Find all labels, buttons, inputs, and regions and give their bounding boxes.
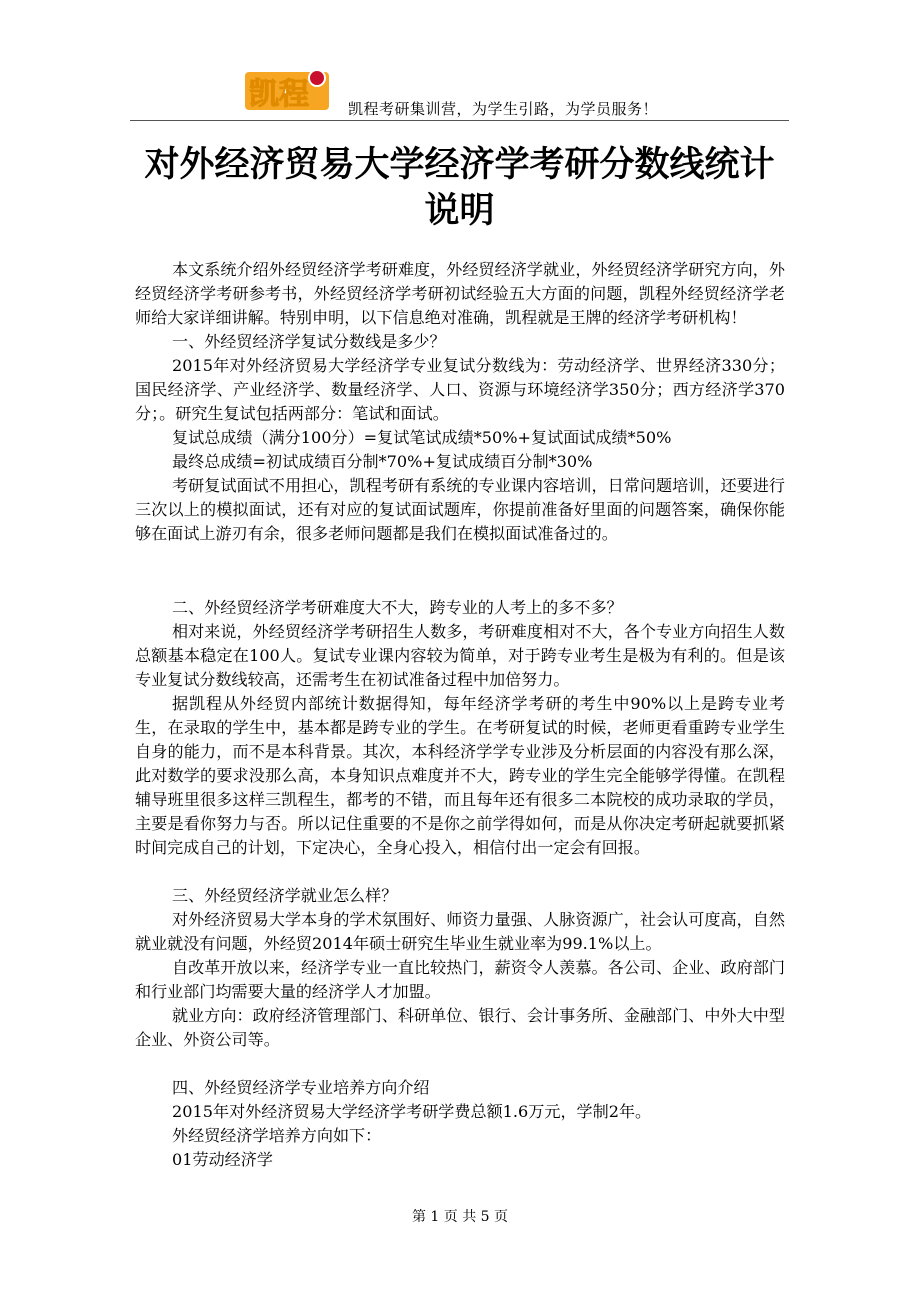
svg-text:凯程: 凯程 — [249, 77, 309, 112]
section-2 — [135, 596, 785, 860]
header-divider — [130, 120, 789, 121]
section-3 — [135, 884, 785, 1052]
section-heading: 三、外经贸经济学就业怎么样？ — [172, 886, 398, 905]
paragraph: 考研复试面试不用担心，凯程考研有系统的专业课内容培训，日常问题培训，还要进行三次以上的模拟面试，还有对应的复试面试题库，你提前准备好里面的问题答案，确保你能够在面试上游刃有余，很多老师问题都是我们在模拟面试准备过的。 — [135, 476, 785, 543]
paragraph: 据凯程从外经贸内部统计数据得知，每年经济学考研的考生中90%以上是跨专业考生，在录取的学生中，基本都是跨专业的学生。在考研复试的时候，老师更看重跨专业学生自身的能力，而不是本科背景。其次，本科经济学学专业涉及分析层面的内容没有那么深，此对数学的要求没那么高，本身知识点难度并不大，跨专业的学生完全能够学得懂。在凯程辅导班里很多这样三凯程生，都考的不错，而且每年还有很多二本院校的成功录取的学员，主要是看你努力与否。所以记住重要的不是你之前学得如何，而是从你决定考研起就要抓紧时间完成自己的计划，下定决心，全身心投入，相信付出一定会有回报。 — [135, 694, 785, 857]
paragraph: 本文系统介绍外经贸经济学考研难度，外经贸经济学就业，外经贸经济学研究方向，外经贸经济学考研参考书，外经贸经济学考研初试经验五大方面的问题，凯程外经贸经济学老师给大家详细讲解。特别申明，以下信息绝对准确，凯程就是王牌的经济学考研机构！ — [135, 260, 785, 327]
paragraph: 2015年对外经济贸易大学经济学考研学费总额1.6万元，学制2年。 — [172, 1102, 652, 1121]
document-title: 对外经济贸易大学经济学考研分数线统计说明 — [144, 145, 775, 231]
section-4 — [135, 1076, 785, 1172]
paragraph: 2015年对外经济贸易大学经济学专业复试分数线为：劳动经济学、世界经济330分；国民经济学、产业经济学、数量经济学、人口、资源与环境经济学350分；西方经济学370分；。研究生复试包括两部分：笔试和面试。 — [135, 356, 785, 423]
paragraph: 就业方向：政府经济管理部门、科研单位、银行、会计事务所、金融部门、中外大中型企业、外资公司等。 — [135, 1006, 785, 1049]
paragraph: 对外经济贸易大学本身的学术氛围好、师资力量强、人脉资源广，社会认可度高，自然就业就没有问题，外经贸2014年硕士研究生毕业生就业率为99.1%以上。 — [135, 910, 785, 953]
section-heading: 一、外经贸经济学复试分数线是多少？ — [172, 332, 446, 351]
paragraph: 相对来说，外经贸经济学考研招生人数多，考研难度相对不大，各个专业方向招生人数总额基本稳定在100人。复试专业课内容较为简单，对于跨专业考生是极为有利的。但是该专业复试分数线较高，还需考生在初试准备过程中加倍努力。 — [135, 622, 785, 689]
paragraph: 自改革开放以来，经济学专业一直比较热门，薪资令人羡慕。各公司、企业、政府部门和行业部门均需要大量的经济学人才加盟。 — [135, 958, 785, 1001]
paragraph: 01劳动经济学 — [172, 1150, 273, 1169]
paragraph: 复试总成绩（满分100分）=复试笔试成绩*50%+复试面试成绩*50% — [172, 428, 672, 447]
kaicheng-logo — [243, 66, 335, 112]
section-1 — [135, 258, 785, 546]
paragraph: 最终总成绩=初试成绩百分制*70%+复试成绩百分制*30% — [172, 452, 593, 471]
section-heading: 四、外经贸经济学专业培养方向介绍 — [172, 1078, 430, 1097]
paragraph: 外经贸经济学培养方向如下： — [172, 1126, 382, 1145]
section-heading: 二、外经贸经济学考研难度大不大，跨专业的人考上的多不多？ — [172, 598, 623, 617]
page-number: 第 1 页 共 5 页 — [411, 1209, 509, 1225]
header-slogan: 凯程考研集训营，为学生引路，为学员服务！ — [348, 100, 659, 118]
